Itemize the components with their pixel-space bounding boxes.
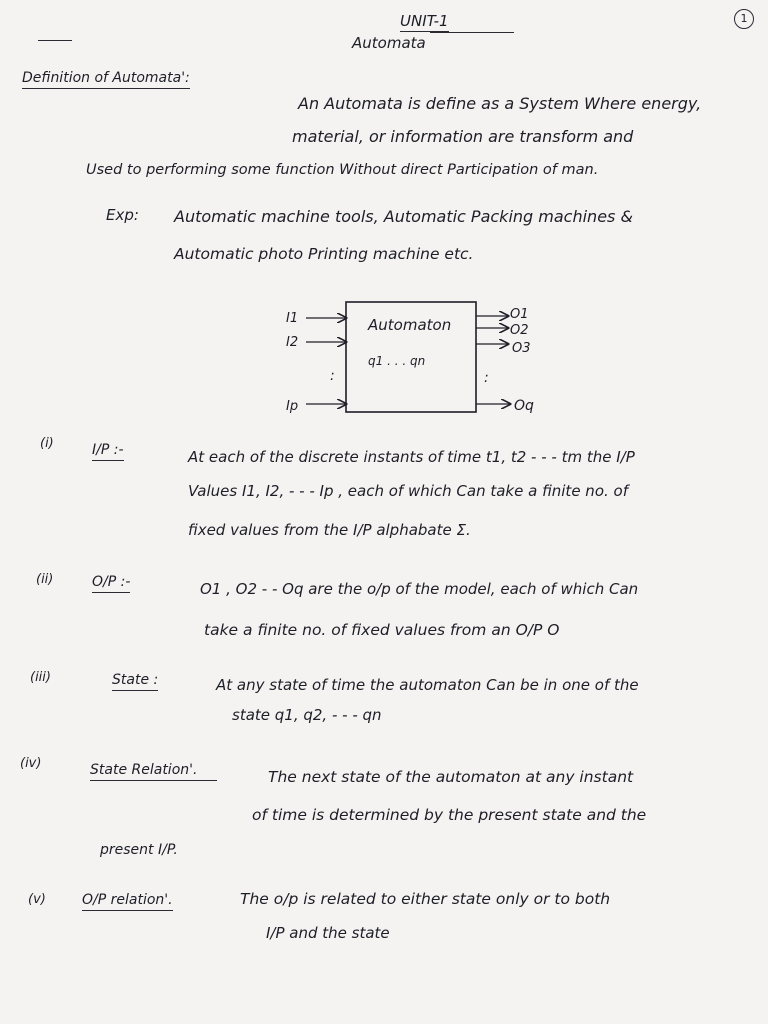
point-2-label: O/P :- <box>92 574 130 593</box>
point-3-line-1: At any state of time the automaton Can be in one of the <box>216 676 639 694</box>
definition-line-1: An Automata is define as a System Where energy, <box>298 94 702 113</box>
output-label-1: O1 <box>510 307 529 322</box>
automaton-states: q1 . . . qn <box>368 354 426 368</box>
input-label-1: I1 <box>286 311 299 326</box>
input-label-2: I2 <box>286 335 299 350</box>
unit-heading: UNIT-1 <box>400 12 449 30</box>
automaton-box-title: Automaton <box>368 316 452 334</box>
point-2-number: (ii) <box>36 572 54 587</box>
point-4-label: State Relation'. <box>90 762 217 781</box>
point-4-line-3: present I/P. <box>100 842 178 858</box>
example-line-2: Automatic photo Printing machine etc. <box>174 245 474 263</box>
point-1-line-1: At each of the discrete instants of time t1, t2 - - - tm the I/P <box>188 448 635 466</box>
point-5-line-2: I/P and the state <box>266 924 390 942</box>
point-1-line-2: Values I1, I2, - - - Ip , each of which Can take a finite no. of <box>188 482 628 500</box>
definition-heading: Definition of Automata': <box>22 70 190 89</box>
point-4-line-1: The next state of the automaton at any instant <box>268 768 634 786</box>
output-label-3: O3 <box>512 341 531 356</box>
point-2-line-1: O1 , O2 - - Oq are the o/p of the model, each of which Can <box>200 580 639 598</box>
point-3-number: (iii) <box>30 670 51 685</box>
point-4-line-2: of time is determined by the present state and the <box>252 806 647 824</box>
definition-line-2: material, or information are transform and <box>292 127 634 146</box>
point-3-line-2: state q1, q2, - - - qn <box>232 706 382 724</box>
point-5-number: (v) <box>28 892 46 907</box>
example-label: Exp: <box>106 206 139 224</box>
page-title: Automata <box>352 34 426 52</box>
page-number: 1 <box>734 9 754 29</box>
point-2-line-2: take a finite no. of fixed values from an O/P O <box>204 621 560 639</box>
example-line-1: Automatic machine tools, Automatic Packing machines & <box>174 207 633 226</box>
point-5-line-1: The o/p is related to either state only or to both <box>240 890 611 908</box>
point-1-line-3: fixed values from the I/P alphabate Σ. <box>188 521 471 539</box>
point-4-number: (iv) <box>20 756 42 771</box>
input-dots: : <box>330 368 335 384</box>
output-label-2: O2 <box>510 323 529 338</box>
definition-line-3: Used to performing some function Without direct Participation of man. <box>86 162 599 178</box>
input-label-p: Ip <box>286 399 299 414</box>
point-3-label: State : <box>112 672 158 691</box>
point-1-label: I/P :- <box>92 442 124 461</box>
output-dots: : <box>484 370 489 386</box>
output-label-q: Oq <box>514 398 534 414</box>
point-5-label: O/P relation'. <box>82 892 173 911</box>
point-1-number: (i) <box>40 436 54 451</box>
